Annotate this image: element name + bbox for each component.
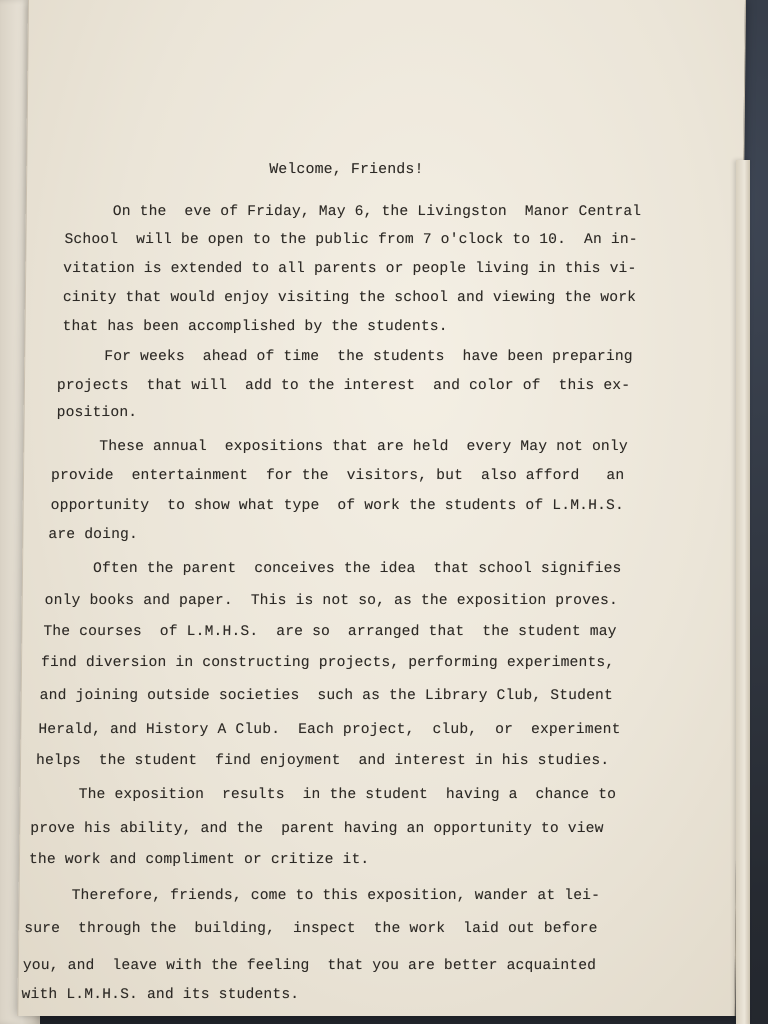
- text-line: that has been accomplished by the students.: [62, 319, 448, 335]
- text-line: projects that will add to the interest and color of this ex-: [56, 378, 631, 394]
- text-line: the work and compliment or critize it.: [28, 852, 370, 868]
- text-line: For weeks ahead of time the students have been preparing: [104, 349, 633, 365]
- text-line: cinity that would enjoy visiting the school and viewing the work: [62, 290, 637, 306]
- text-line: find diversion in constructing projects, performing experiments,: [40, 655, 615, 671]
- text-line: position.: [56, 405, 138, 421]
- text-line: only books and paper. This is not so, as the exposition proves.: [44, 593, 619, 609]
- text-line: are doing.: [48, 527, 139, 543]
- document-title: Welcome, Friends!: [269, 162, 424, 178]
- text-line: helps the student find enjoyment and interest in his studies.: [35, 753, 610, 769]
- text-line: provide entertainment for the visitors, but also afford an: [50, 468, 625, 484]
- text-line: School will be open to the public from 7 o'clock to 10. An in-: [64, 232, 638, 248]
- text-line: Herald, and History A Club. Each project, club, or experiment: [38, 722, 621, 738]
- text-line: with L.M.H.S. and its students.: [21, 987, 300, 1003]
- text-line: The courses of L.M.H.S. are so arranged that the student may: [43, 624, 617, 640]
- text-line: vitation is extended to all parents or people living in this vi-: [63, 261, 637, 277]
- text-line: Often the parent conceives the idea that school signifies: [92, 561, 622, 577]
- text-line: prove his ability, and the parent having an opportunity to view: [30, 821, 604, 837]
- text-line: The exposition results in the student having a chance to: [78, 787, 617, 803]
- document-page: [17, 0, 746, 1016]
- text-line: On the eve of Friday, May 6, the Livingston Manor Central: [112, 204, 642, 220]
- text-line: and joining outside societies such as the Library Club, Student: [39, 688, 614, 704]
- page-right-edge: [736, 160, 750, 1024]
- text-line: Therefore, friends, come to this exposition, wander at lei-: [71, 888, 601, 904]
- text-line: These annual expositions that are held every May not only: [99, 439, 628, 455]
- text-line: opportunity to show what type of work the students of L.M.H.S.: [50, 498, 625, 514]
- text-line: sure through the building, inspect the work laid out before: [24, 921, 598, 937]
- text-line: you, and leave with the feeling that you are better acquainted: [22, 958, 597, 974]
